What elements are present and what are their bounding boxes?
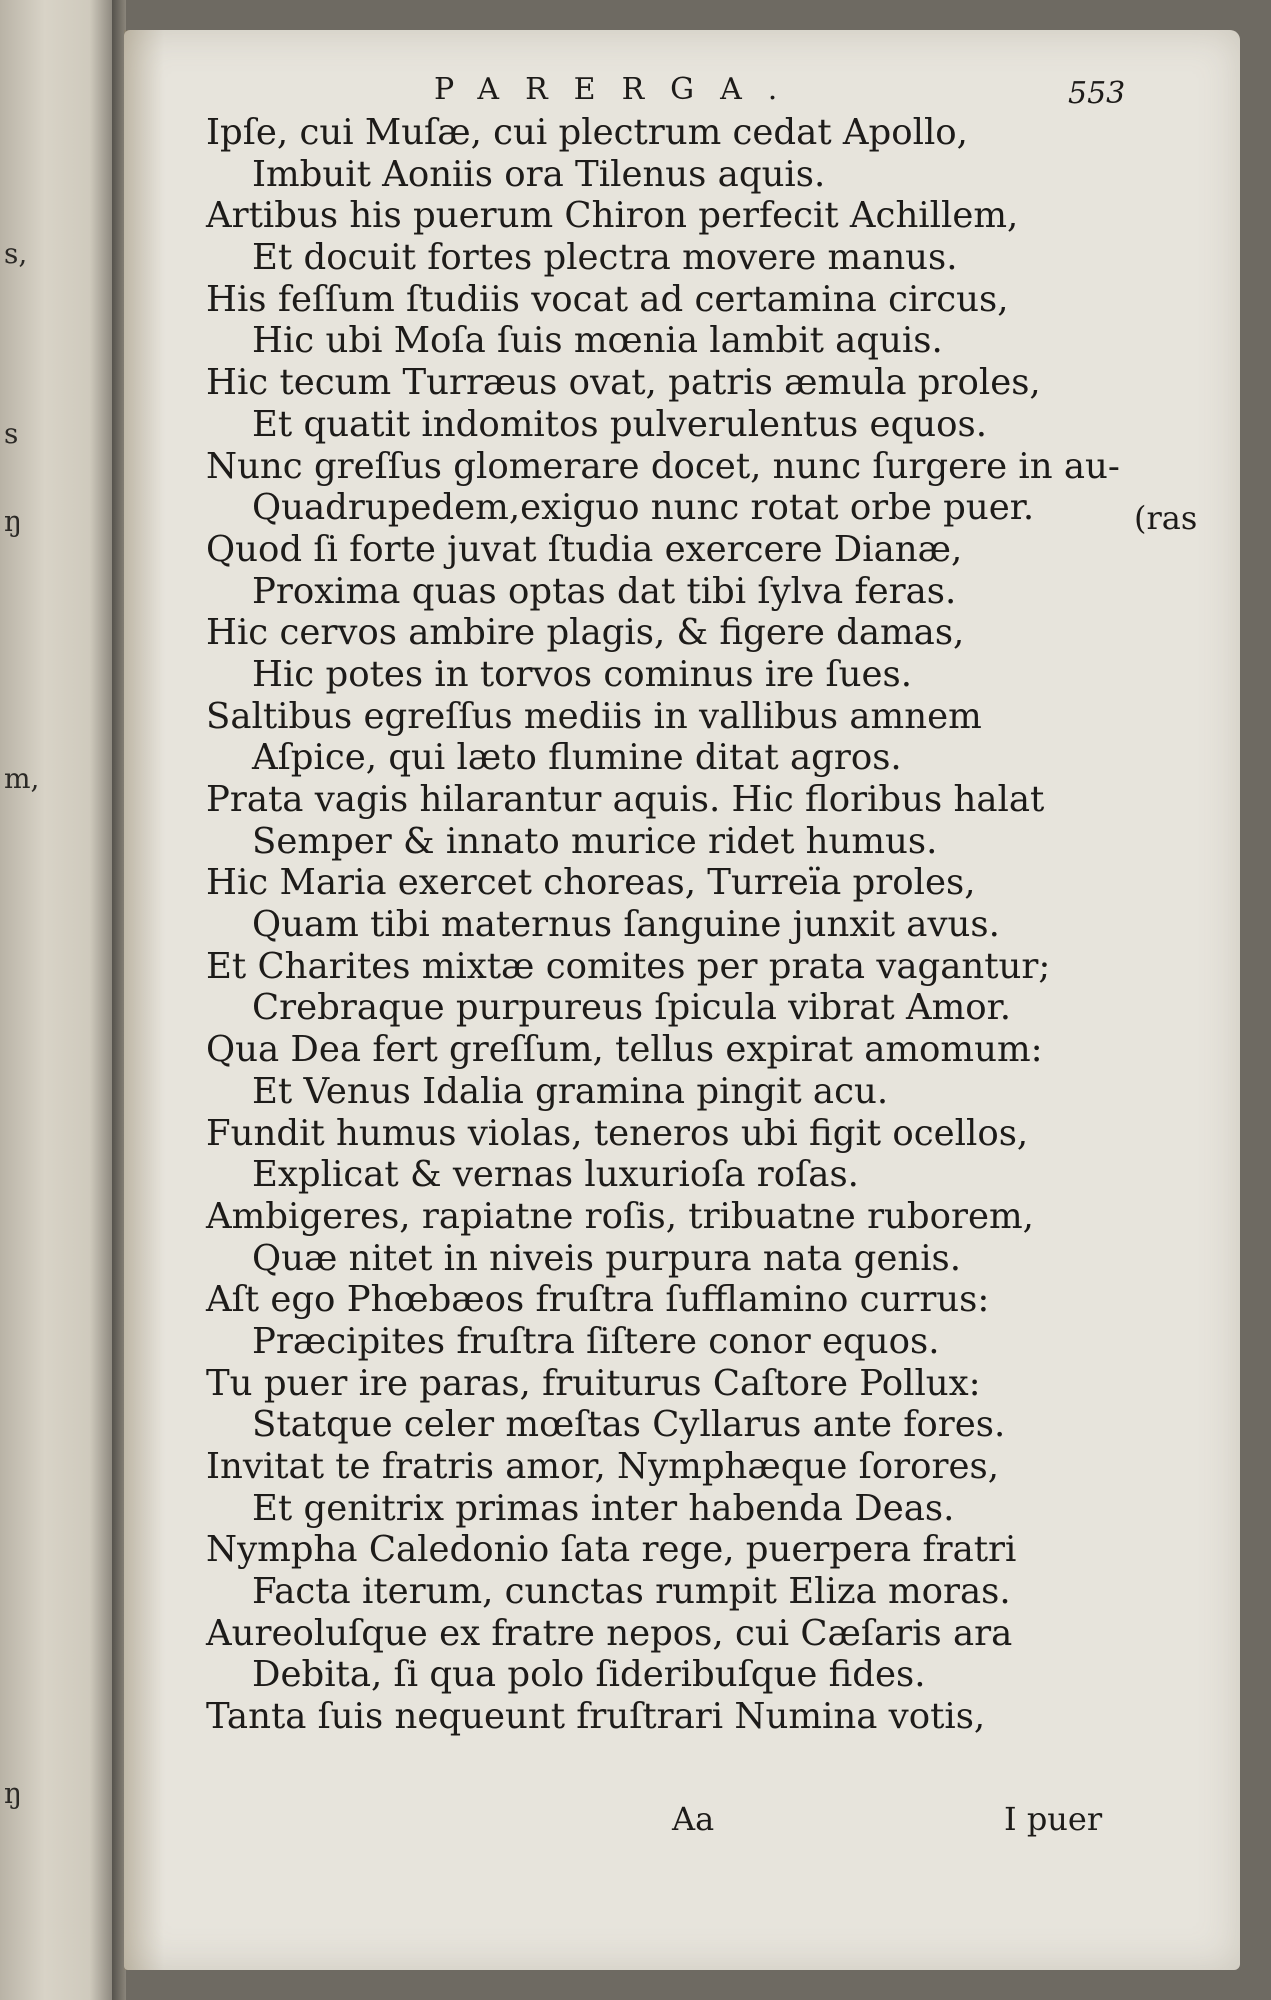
verse-line: Quadrupedem,exiguo nunc rotat orbe puer. — [252, 487, 1035, 529]
verse-line: Hic potes in torvos cominus ire ſues. — [252, 653, 913, 695]
page-footer — [124, 1800, 1240, 1840]
verse-line: Imbuit Aoniis ora Tilenus aquis. — [252, 153, 826, 195]
running-title: PARERGA. — [434, 72, 804, 107]
verse-line: Invitat te fratris amor, Nymphæque ſorores, — [206, 1446, 999, 1487]
poem-text — [206, 112, 1216, 1738]
verse-line: Statque celer mœſtas Cyllarus ante fores. — [252, 1404, 1006, 1446]
verse-line: Crebraque purpureus ſpicula vibrat Amor. — [252, 987, 1011, 1029]
verse-line: Aureoluſque ex fratre nepos, cui Cæſaris ara — [206, 1612, 1013, 1654]
verse-line: Et Charites mixtæ comites per prata vagantur; — [206, 945, 1051, 987]
verse-line: Aſpice, qui læto flumine ditat agros. — [252, 737, 902, 779]
page-stain — [124, 30, 164, 1970]
verse-line: Et Venus Idalia gramina pingit acu. — [252, 1070, 889, 1112]
catchword: I puer — [1004, 1800, 1103, 1838]
verse-line: Quam tibi maternus ſanguine junxit avus. — [252, 904, 1000, 946]
verse-line: Nympha Caledonio ſata rege, puerpera fratri — [206, 1529, 1017, 1571]
verse-line: Nunc greſſus glomerare docet, nunc ſurgere in au- — [206, 445, 1120, 487]
verse-line: Fundit humus violas, teneros ubi figit ocellos, — [206, 1112, 1029, 1154]
facing-page-fragment: s — [4, 417, 19, 450]
page-number: 553 — [1068, 76, 1126, 111]
verse-line: Hic Maria exercet choreas, Turreïa proles, — [206, 862, 976, 904]
verse-turnover: (ras — [1134, 499, 1198, 537]
book-page — [124, 30, 1240, 1970]
verse-line: Hic tecum Turræus ovat, patris æmula proles, — [206, 362, 1041, 404]
facing-page-fragment: ŋ — [4, 505, 23, 538]
verse-line: Artibus his puerum Chiron perfecit Achillem, — [206, 195, 1019, 237]
verse-line: Debita, ſi qua polo ſideribuſque fides. — [252, 1654, 926, 1696]
signature-mark: Aa — [672, 1800, 715, 1838]
verse-line: Ipſe, cui Muſæ, cui plectrum cedat Apollo, — [206, 112, 968, 153]
verse-line: Ambigeres, rapiatne roſis, tribuatne ruborem, — [206, 1195, 1034, 1237]
facing-page-edge — [0, 0, 112, 2000]
verse-line: Hic cervos ambire plagis, & figere damas, — [206, 612, 965, 654]
verse-line: Tu puer ire paras, fruiturus Caſtore Pollux: — [206, 1362, 981, 1404]
facing-page-fragment: s, — [4, 237, 28, 270]
verse-line: Quæ nitet in niveis purpura nata genis. — [252, 1237, 962, 1279]
verse-line: Proxima quas optas dat tibi ſylva feras. — [252, 570, 957, 612]
verse-line: Facta iterum, cunctas rumpit Eliza moras. — [252, 1571, 1011, 1613]
verse-line: Explicat & vernas luxurioſa roſas. — [252, 1154, 859, 1196]
verse-line: Præcipites fruſtra ſiſtere conor equos. — [252, 1320, 940, 1362]
verse-line: Saltibus egreſſus mediis in vallibus amnem — [206, 695, 982, 737]
facing-page-fragment: ŋ — [4, 1777, 23, 1810]
page-header — [124, 72, 1240, 112]
verse-line: Prata vagis hilarantur aquis. Hic floribus halat — [206, 779, 1045, 820]
verse-line: Quod ſi forte juvat ſtudia exercere Dianæ, — [206, 528, 963, 570]
verse-line: Qua Dea fert greſſum, tellus expirat amomum: — [206, 1029, 1043, 1071]
verse-line: Et docuit fortes plectra movere manus. — [252, 237, 958, 279]
verse-line: Aſt ego Phœbæos fruſtra ſufflamino currus: — [206, 1279, 990, 1321]
verse-line: His feſſum ſtudiis vocat ad certamina circus, — [206, 278, 1009, 320]
verse-line: Tanta ſuis nequeunt fruſtrari Numina votis, — [206, 1696, 986, 1738]
verse-line: Et quatit indomitos pulverulentus equos. — [252, 403, 988, 445]
facing-page-fragment: m, — [4, 762, 40, 795]
verse-line: Semper & innato murice ridet humus. — [252, 820, 938, 862]
verse-line: Hic ubi Moſa ſuis mœnia lambit aquis. — [252, 320, 943, 362]
verse-line: Et genitrix primas inter habenda Deas. — [252, 1487, 955, 1529]
